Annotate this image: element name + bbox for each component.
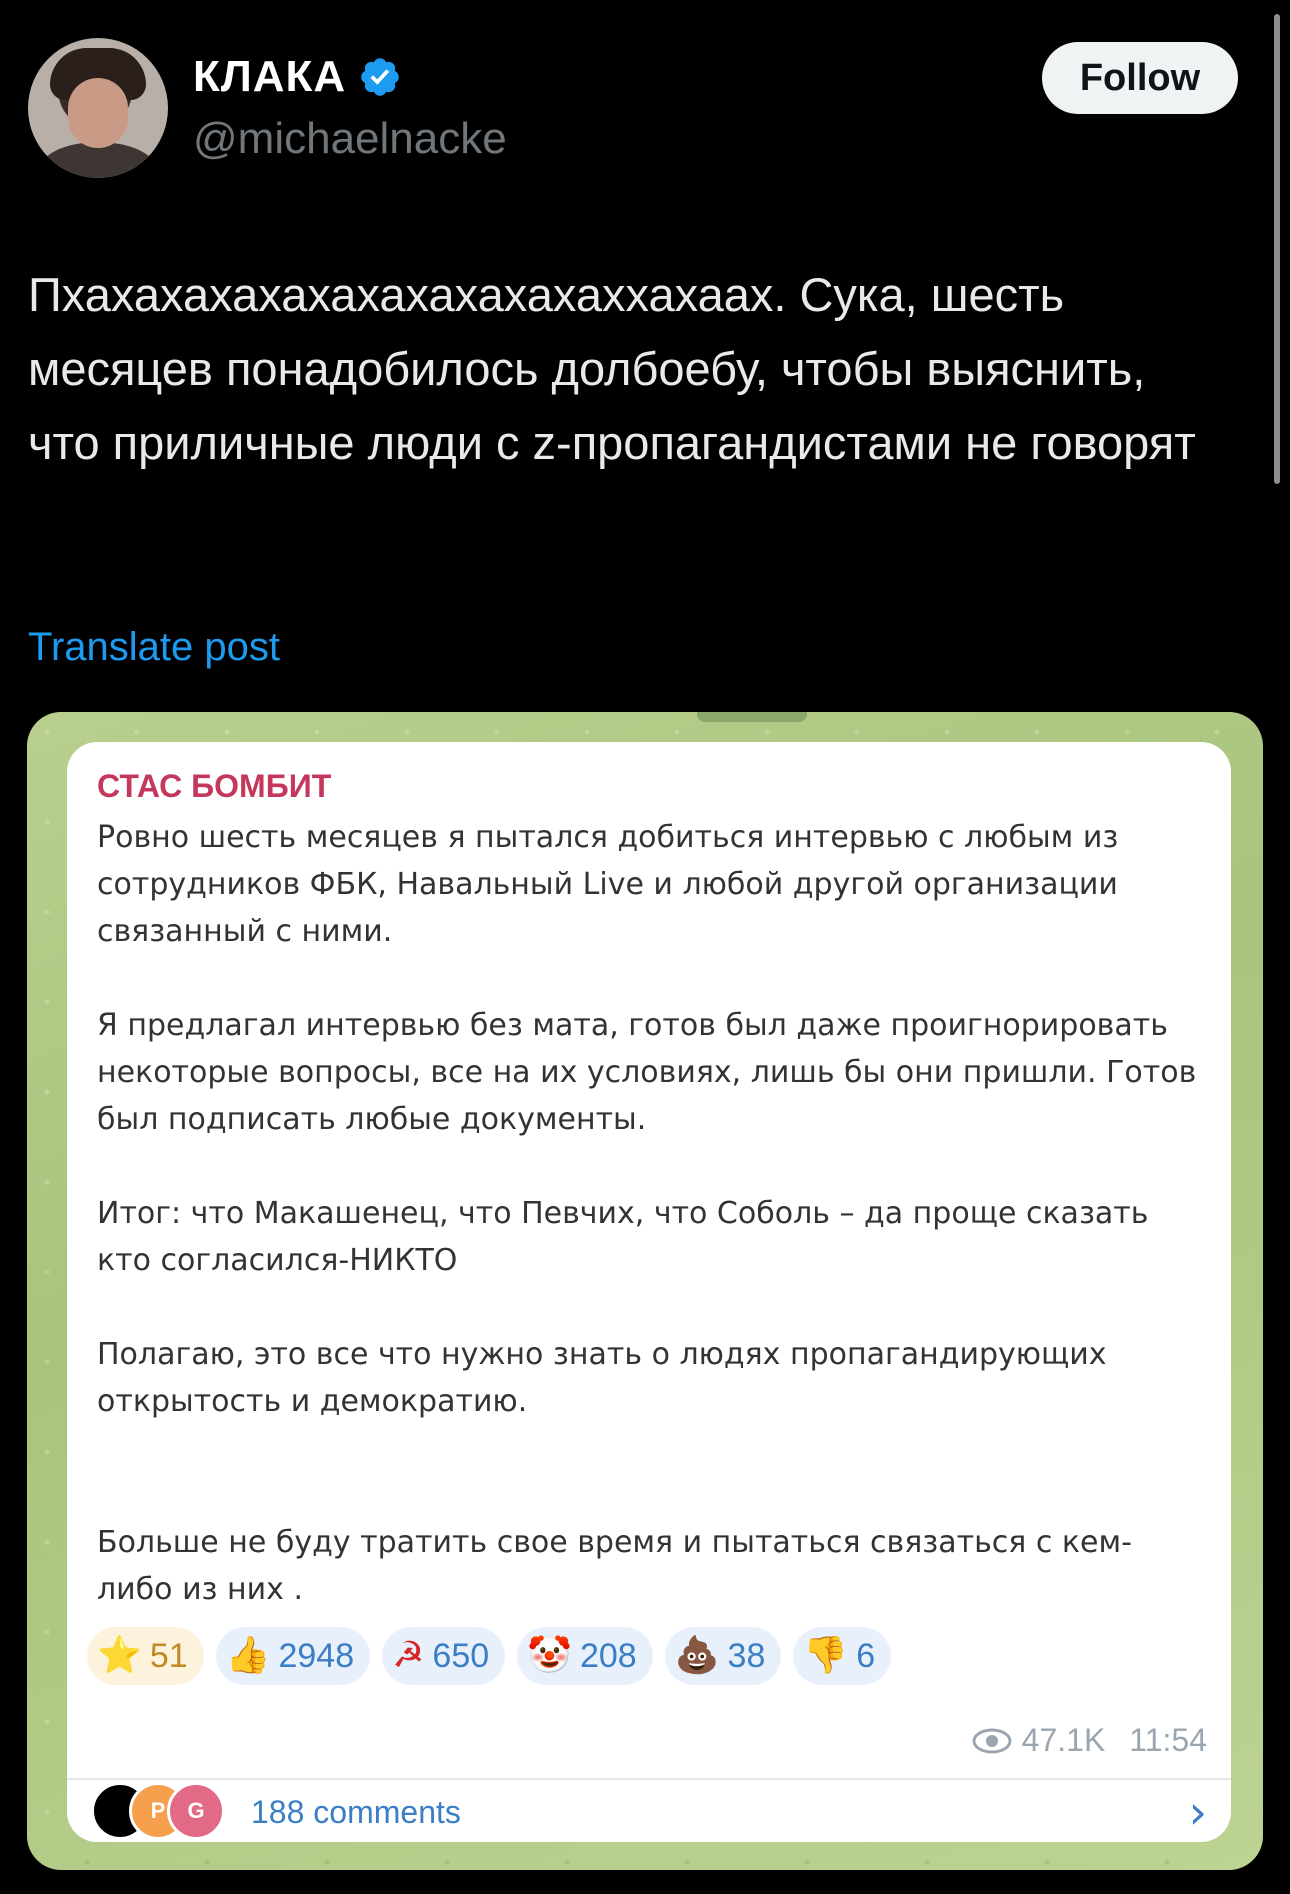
divider [67, 1778, 1231, 1780]
comments-button[interactable] [91, 1782, 1207, 1842]
follow-button[interactable]: Follow [1042, 42, 1238, 114]
reaction-thumbs-up[interactable] [216, 1627, 370, 1685]
reaction-count: 51 [149, 1636, 188, 1675]
hammer-sickle-icon: ☭ [392, 1635, 425, 1676]
clown-icon: 🤡 [527, 1635, 572, 1676]
tweet-text: Пхахахахахахахахахахахаххахаах. Сука, шесть месяцев понадобилось долбоебу, чтобы выяснить, что приличные люди с z-пропагандистами не говорят [28, 268, 1196, 469]
commenter-avatars [91, 1782, 231, 1842]
comments-count-label: 188 comments [251, 1793, 461, 1830]
reaction-count: 2948 [278, 1636, 355, 1675]
channel-name: СТАС БОМБИТ [97, 768, 332, 804]
message-paragraph: Больше не буду тратить свое время и пытаться связаться с кем-либо из них . [97, 1525, 1132, 1607]
message-body [97, 814, 1207, 1660]
reaction-poop[interactable] [665, 1627, 782, 1685]
author-name-row[interactable] [193, 52, 402, 102]
thumbs-up-icon: 👍 [225, 1635, 271, 1676]
views-count: 47.1K [1021, 1722, 1106, 1758]
message-time: 11:54 [1129, 1722, 1207, 1758]
message-paragraph: Полагаю, это все что нужно знать о людях пропагандирующих открытость и демократию. [97, 1337, 1107, 1419]
reaction-hammer-sickle[interactable] [382, 1627, 505, 1685]
post-header [28, 38, 1238, 178]
reactions-bar [87, 1627, 891, 1685]
reaction-count: 38 [727, 1636, 766, 1675]
scrollbar[interactable] [1274, 14, 1280, 484]
author-name[interactable]: КЛАКА [193, 52, 347, 101]
reaction-count: 208 [579, 1636, 637, 1675]
message-paragraph: Ровно шесть месяцев я пытался добиться интервью с любым из сотрудников ФБК, Навальный Live и любой другой организации связанный с ними. [97, 820, 1119, 949]
translate-post-link[interactable]: Translate post [28, 625, 280, 669]
poop-icon: 💩 [674, 1635, 720, 1676]
eye-icon [972, 1728, 1012, 1754]
reaction-thumbs-down[interactable] [793, 1627, 891, 1685]
telegram-message-card [67, 742, 1231, 1842]
image-top-notch [697, 712, 807, 722]
message-paragraph: Итог: что Макашенец, что Певчих, что Соболь – да проще сказать кто согласился-НИКТО [97, 1196, 1149, 1278]
verified-badge-icon [358, 55, 402, 99]
commenter-avatar: G [167, 1782, 225, 1840]
star-icon: ⭐ [97, 1635, 142, 1676]
post-image[interactable] [27, 712, 1263, 1870]
reaction-count: 650 [432, 1636, 490, 1675]
thumbs-down-icon: 👎 [803, 1635, 849, 1676]
author-handle[interactable]: @michaelnacke [193, 114, 507, 163]
avatar[interactable] [28, 38, 168, 178]
reaction-star[interactable] [87, 1627, 204, 1685]
message-meta [972, 1722, 1207, 1759]
chevron-right-icon: › [1188, 1785, 1207, 1839]
message-paragraph: Я предлагал интервью без мата, готов был даже проигнорировать некоторые вопросы, все на их условиях, лишь бы они пришли. Готов был подписать любые документы. [97, 1008, 1197, 1137]
reaction-clown[interactable] [517, 1627, 653, 1685]
reaction-count: 6 [856, 1636, 876, 1675]
commenter-avatar: P [129, 1782, 187, 1840]
